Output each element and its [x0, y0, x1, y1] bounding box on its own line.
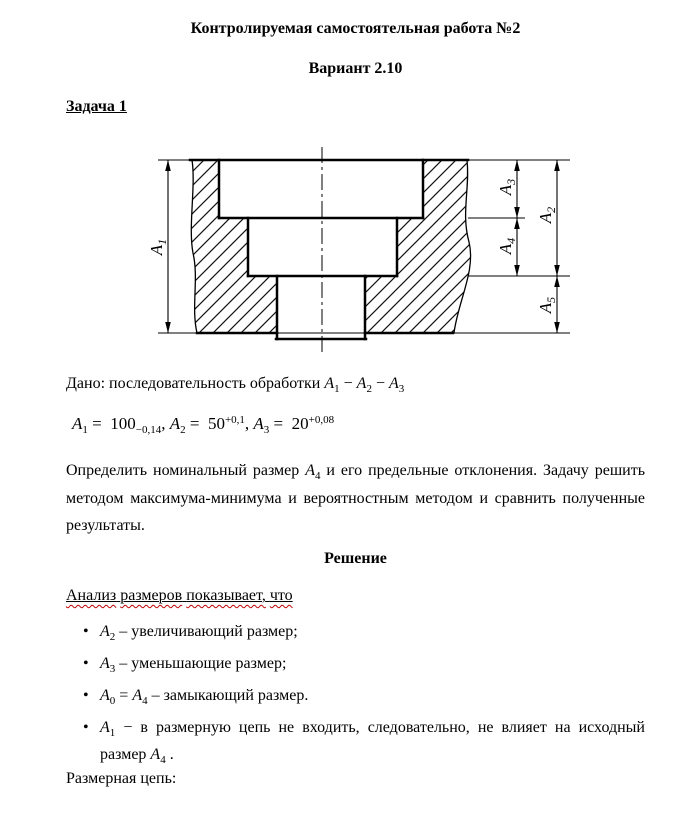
analysis-line — [66, 587, 645, 605]
text-segment: – уменьшающие размер; — [115, 655, 287, 672]
math-symbol: A — [72, 414, 83, 433]
dimension-a5 — [536, 276, 560, 333]
math-superscript: +0,08 — [308, 414, 335, 426]
misspelled-word: показывает, — [186, 587, 266, 604]
analysis-list — [66, 618, 645, 773]
math-subscript: 3 — [263, 424, 270, 436]
math-symbol: A — [132, 687, 143, 704]
text-segment: − в размерную цепь не входить, следовательно, не влияет на исходный размер — [100, 719, 645, 763]
math-superscript: +0,1 — [224, 414, 245, 426]
math-subscript: 3 — [109, 663, 116, 675]
dim-label-a2: $A_2$ — [536, 206, 558, 224]
part-material — [191, 160, 470, 333]
analysis-list-item — [66, 650, 645, 677]
analysis-list-item — [66, 618, 645, 645]
misspelled-word: размеров — [120, 587, 183, 604]
dim-label-a3: $A_3$ — [496, 178, 518, 196]
given-values-line — [72, 414, 651, 434]
math-symbol: A — [150, 746, 161, 763]
dimension-a4 — [496, 218, 520, 276]
text-segment: , — [161, 414, 170, 433]
problem-statement — [66, 457, 645, 540]
math-subscript: 1 — [109, 727, 116, 739]
analysis-list-item — [66, 682, 645, 709]
text-segment: и его предельные отклонения. Задачу решить методом максимума-минимума и вероятностным методом и сравнить полученные результаты. — [66, 462, 645, 534]
text-segment: = — [185, 414, 208, 433]
math-subscript: 3 — [398, 383, 405, 395]
math-symbol: A — [100, 719, 110, 736]
math-subscript: 4 — [142, 695, 148, 707]
text-segment: − — [339, 375, 357, 392]
text-segment: Дано: последовательность обработки — [66, 375, 325, 392]
dim-label-a4: $A_4$ — [496, 237, 518, 255]
text-segment: . — [165, 746, 174, 763]
closing-line: Размерная цепь: — [66, 770, 177, 787]
right-wall-hatch — [365, 160, 471, 333]
variant-subtitle: Вариант 2.10 — [308, 60, 403, 77]
math-symbol: A — [100, 687, 110, 704]
document-title: Контролируемая самостоятельная работа №2 — [190, 20, 521, 37]
math-symbol: A — [253, 414, 264, 433]
text-segment: − — [371, 375, 389, 392]
math-symbol: A — [100, 655, 110, 672]
math-subscript: 4 — [160, 754, 166, 766]
math-subscript: 1 — [334, 383, 340, 395]
math-subscript: 2 — [109, 631, 116, 643]
text-segment: , — [244, 414, 254, 433]
given-line — [66, 375, 645, 393]
math-subscript: 2 — [180, 424, 186, 436]
dimension-a2 — [536, 160, 560, 276]
math-symbol: 20 — [291, 414, 309, 433]
math-symbol: 50 — [207, 414, 225, 433]
text-segment: = — [87, 414, 111, 433]
text-segment: = — [269, 414, 292, 433]
misspelled-word: что — [269, 587, 293, 604]
math-subscript: 1 — [82, 424, 88, 436]
text-segment: – замыкающий размер. — [147, 687, 309, 704]
misspelled-word: Анализ — [66, 587, 117, 604]
dimension-a3 — [496, 160, 520, 218]
math-symbol: A — [100, 623, 110, 640]
dim-label-a1: $A_1$ — [147, 238, 169, 256]
math-subscript: 4 — [314, 470, 321, 482]
task-heading: Задача 1 — [66, 98, 127, 115]
left-wall-hatch — [191, 160, 277, 333]
math-symbol: A — [356, 375, 367, 392]
dim-label-a5: $A_5$ — [536, 296, 558, 314]
solution-heading: Решение — [324, 550, 387, 567]
part-section-drawing — [0, 142, 686, 360]
math-symbol: 100 — [110, 414, 136, 433]
text-segment: = — [115, 687, 133, 704]
text-segment: – увеличивающий размер; — [115, 623, 298, 640]
math-symbol: A — [305, 462, 315, 479]
analysis-list-item — [66, 714, 645, 768]
math-symbol: A — [324, 375, 335, 392]
math-subscript: −0,14 — [135, 424, 162, 436]
math-symbol: A — [169, 414, 181, 433]
math-symbol: A — [388, 375, 399, 392]
dimension-a1 — [147, 160, 171, 333]
math-subscript: 0 — [109, 695, 116, 707]
math-subscript: 2 — [366, 383, 372, 395]
text-segment: Определить номинальный размер — [66, 462, 306, 479]
